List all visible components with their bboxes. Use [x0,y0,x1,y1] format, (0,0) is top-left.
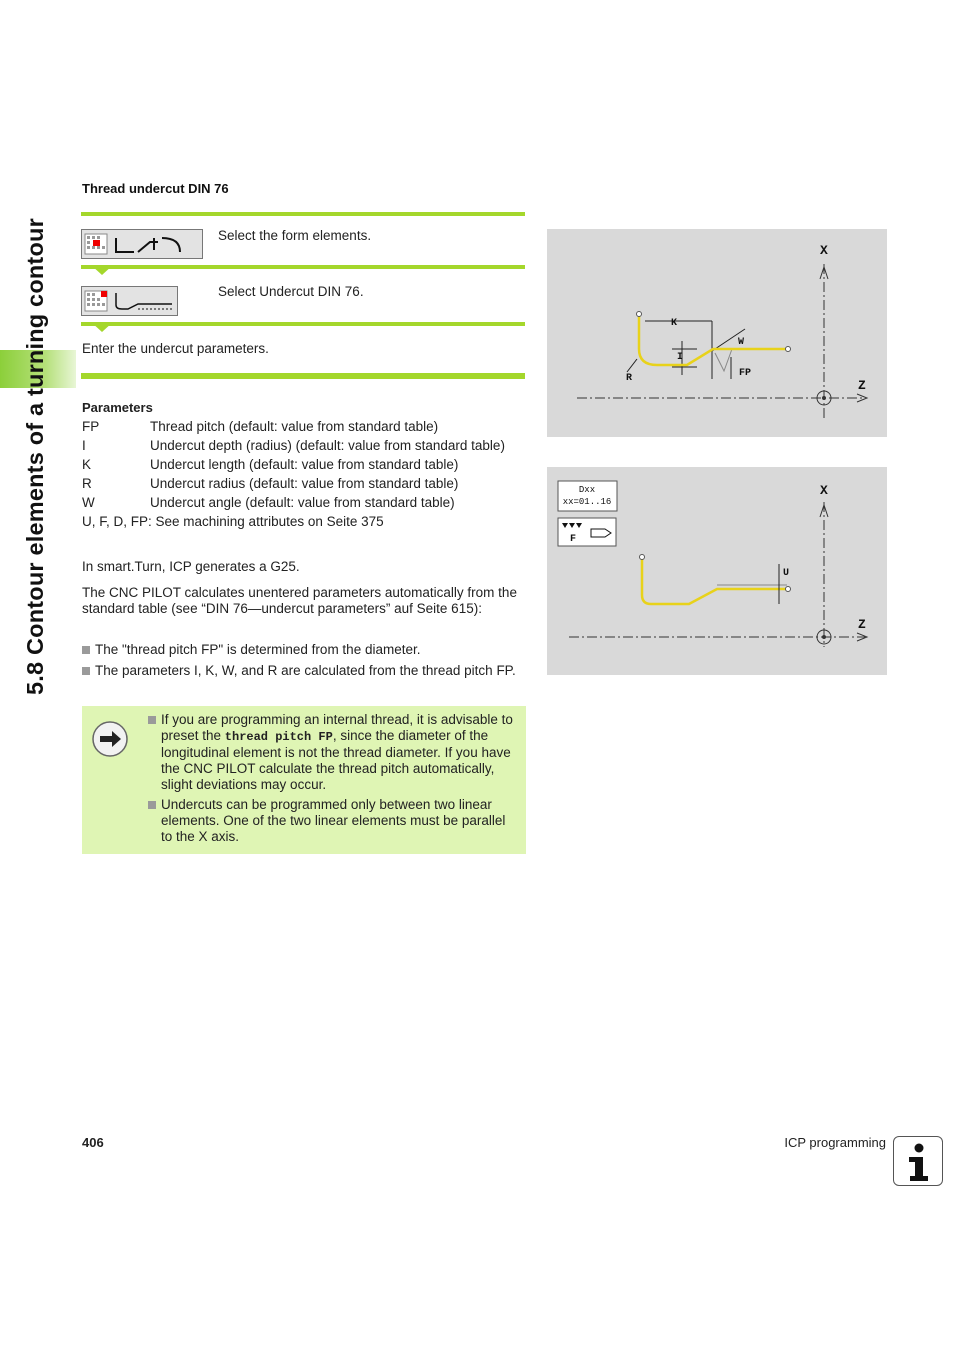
param-key: FP [82,419,100,434]
smart-turn-text: In smart.Turn, ICP generates a G25. [82,559,300,574]
param-key: I [82,438,86,453]
label-fp: FP [739,368,752,379]
undercut-din76-icon [82,287,177,315]
param-desc: Thread pitch (default: value from standard table) [150,419,439,434]
param-key: W [82,495,95,510]
list-item-text: The parameters I, K, W, and R are calculated from the thread pitch FP. [95,663,516,678]
axis-x-label: X [820,243,828,258]
form-elements-softkey[interactable] [81,229,203,259]
box-f: F [570,534,577,545]
label-w: W [738,337,745,348]
enter-parameters-text: Enter the undercut parameters. [82,341,269,356]
param-row [82,438,522,454]
axis-z-label: Z [858,378,866,393]
param-row [82,476,522,492]
param-desc: Undercut angle (default: value from standard table) [150,495,455,510]
info-icon [893,1136,943,1186]
box-line-2: xx=01..16 [562,497,612,507]
parameters-heading: Parameters [82,400,153,415]
label-k: K [671,318,678,329]
param-desc: Undercut length (default: value from standard table) [150,457,459,472]
arrow-right-icon [91,720,129,758]
list-item [82,663,522,679]
footer-section: ICP programming [784,1135,886,1150]
note-text-post: , since the diameter of the longitudinal element is not the thread diameter. If you have the CNC PILOT calculate the thread pitch automatically, slight deviations may occur. [161,728,511,792]
note-item [148,712,518,793]
calc-text: The CNC PILOT calculates unentered parameters automatically from the standard table (see “DIN 76—undercut parameters” auf Seite 615): [82,585,517,616]
label-u: U [783,568,790,579]
step-2-text: Select Undercut DIN 76. [218,284,364,299]
list-item [82,642,522,658]
page-number: 406 [82,1135,104,1150]
step-arrow [91,322,113,332]
param-desc: Undercut depth (radius) (default: value from standard table) [150,438,505,453]
chapter-title-text: 5.8 Contour elements of a turning contour [22,218,48,695]
note-item-text: Undercuts can be programmed only between two linear elements. One of the two linear elements must be parallel to the X axis. [161,797,506,844]
undercut-attributes-svg [547,467,887,675]
form-elements-icon [82,230,202,258]
divider [81,212,525,216]
note-box [82,706,526,854]
undercut-diagram-svg [547,229,887,437]
bullet-icon [148,716,156,724]
chapter-title [22,185,62,695]
box-line-1: Dxx [578,485,596,495]
param-desc: Undercut radius (default: value from standard table) [150,476,459,491]
bullet-icon [148,801,156,809]
bullet-icon [82,667,90,675]
note-code: thread pitch FP [224,730,333,744]
list-item-text: The "thread pitch FP" is determined from the diameter. [95,642,421,657]
divider [81,265,525,269]
undercut-diagram [547,229,887,437]
axis-z-label: Z [858,617,866,632]
parameters-block [82,400,522,530]
divider [81,322,525,326]
section-title: Thread undercut DIN 76 [82,181,229,196]
note-item-text [161,712,518,793]
divider [81,373,525,379]
param-key: R [82,476,92,491]
undercut-attributes-diagram [547,467,887,675]
undercut-din76-softkey[interactable] [81,286,178,316]
param-row [82,457,522,473]
parameters-footer: U, F, D, FP: See machining attributes on Seite 375 [82,514,384,529]
axis-x-label: X [820,483,828,498]
step-1-text: Select the form elements. [218,228,372,243]
info-glyph [894,1137,942,1185]
bullet-icon [82,646,90,654]
param-key: K [82,457,92,472]
note-item [148,797,518,845]
param-row [82,495,522,511]
label-i: I [677,352,684,363]
note-text-pre: If you are programming an internal thread, it is advisable to preset the [161,712,513,743]
param-row [82,419,522,435]
label-r: R [626,373,633,384]
